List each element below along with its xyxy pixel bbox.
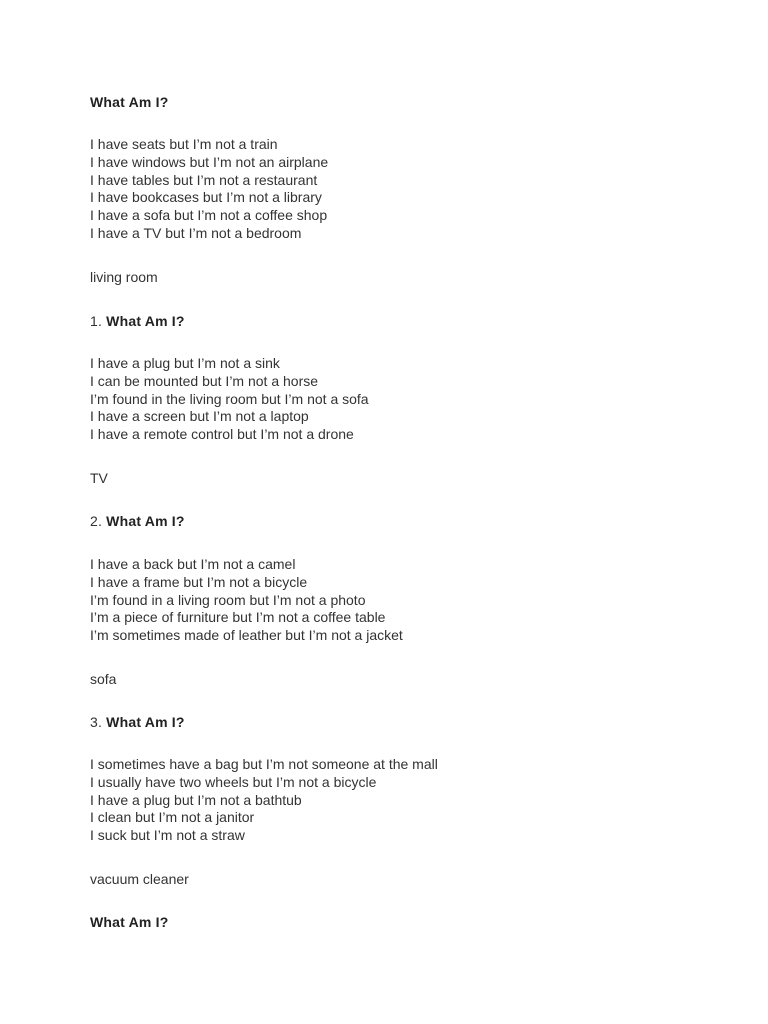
clue-line: I can be mounted but I’m not a horse (90, 372, 319, 389)
clue-line: I clean but I’m not a janitor (90, 809, 255, 826)
clue-line: I usually have two wheels but I’m not a bicycle (90, 773, 377, 790)
clue-line: I have a screen but I’m not a laptop (90, 408, 309, 425)
clue-line: I have bookcases but I’m not a library (90, 189, 322, 206)
clue-line: I have seats but I’m not a train (90, 136, 278, 152)
clue-line: I’m a piece of furniture but I’m not a coffee table (90, 609, 386, 626)
clue-line: I have a TV but I’m not a bedroom (90, 224, 302, 241)
riddle-title: What Am I? (90, 94, 169, 110)
next-riddle-heading (90, 914, 168, 930)
riddle-number: 3. (90, 714, 103, 730)
riddle-answer: TV (90, 470, 108, 486)
riddle-title: What Am I? (106, 313, 185, 329)
riddle-answer: vacuum cleaner (90, 871, 189, 887)
clue-line: I sometimes have a bag but I’m not someone at the mall (90, 756, 438, 772)
clue-line: I have a plug but I’m not a sink (90, 355, 280, 371)
clue-line: I have a sofa but I’m not a coffee shop (90, 207, 328, 224)
riddle-title: What Am I? (106, 714, 185, 730)
clue-line: I have a remote control but I’m not a drone (90, 426, 354, 443)
riddle-answer: sofa (90, 671, 117, 687)
riddle-heading (90, 714, 185, 730)
clue-line: I have windows but I’m not an airplane (90, 153, 329, 170)
riddle-title: What Am I? (90, 914, 169, 930)
riddle-heading (90, 94, 168, 110)
riddle-clues (90, 756, 438, 845)
riddle-clues (90, 355, 369, 444)
clue-line: I’m found in the living room but I’m not a sofa (90, 390, 369, 407)
clue-line: I suck but I’m not a straw (90, 827, 245, 844)
riddle-answer: living room (90, 269, 158, 285)
clue-line: I have tables but I’m not a restaurant (90, 171, 318, 188)
clue-line: I have a plug but I’m not a bathtub (90, 791, 302, 808)
riddle-number: 2. (90, 513, 103, 529)
riddle-clues (90, 136, 328, 243)
riddle-title: What Am I? (106, 513, 185, 529)
clue-line: I’m sometimes made of leather but I’m not a jacket (90, 627, 403, 644)
riddle-clues (90, 556, 403, 645)
riddle-number: 1. (90, 313, 103, 329)
clue-line: I have a back but I’m not a camel (90, 556, 296, 572)
riddle-heading (90, 313, 185, 329)
clue-line: I have a frame but I’m not a bicycle (90, 573, 308, 590)
clue-line: I’m found in a living room but I’m not a photo (90, 591, 366, 608)
riddle-heading (90, 513, 185, 529)
